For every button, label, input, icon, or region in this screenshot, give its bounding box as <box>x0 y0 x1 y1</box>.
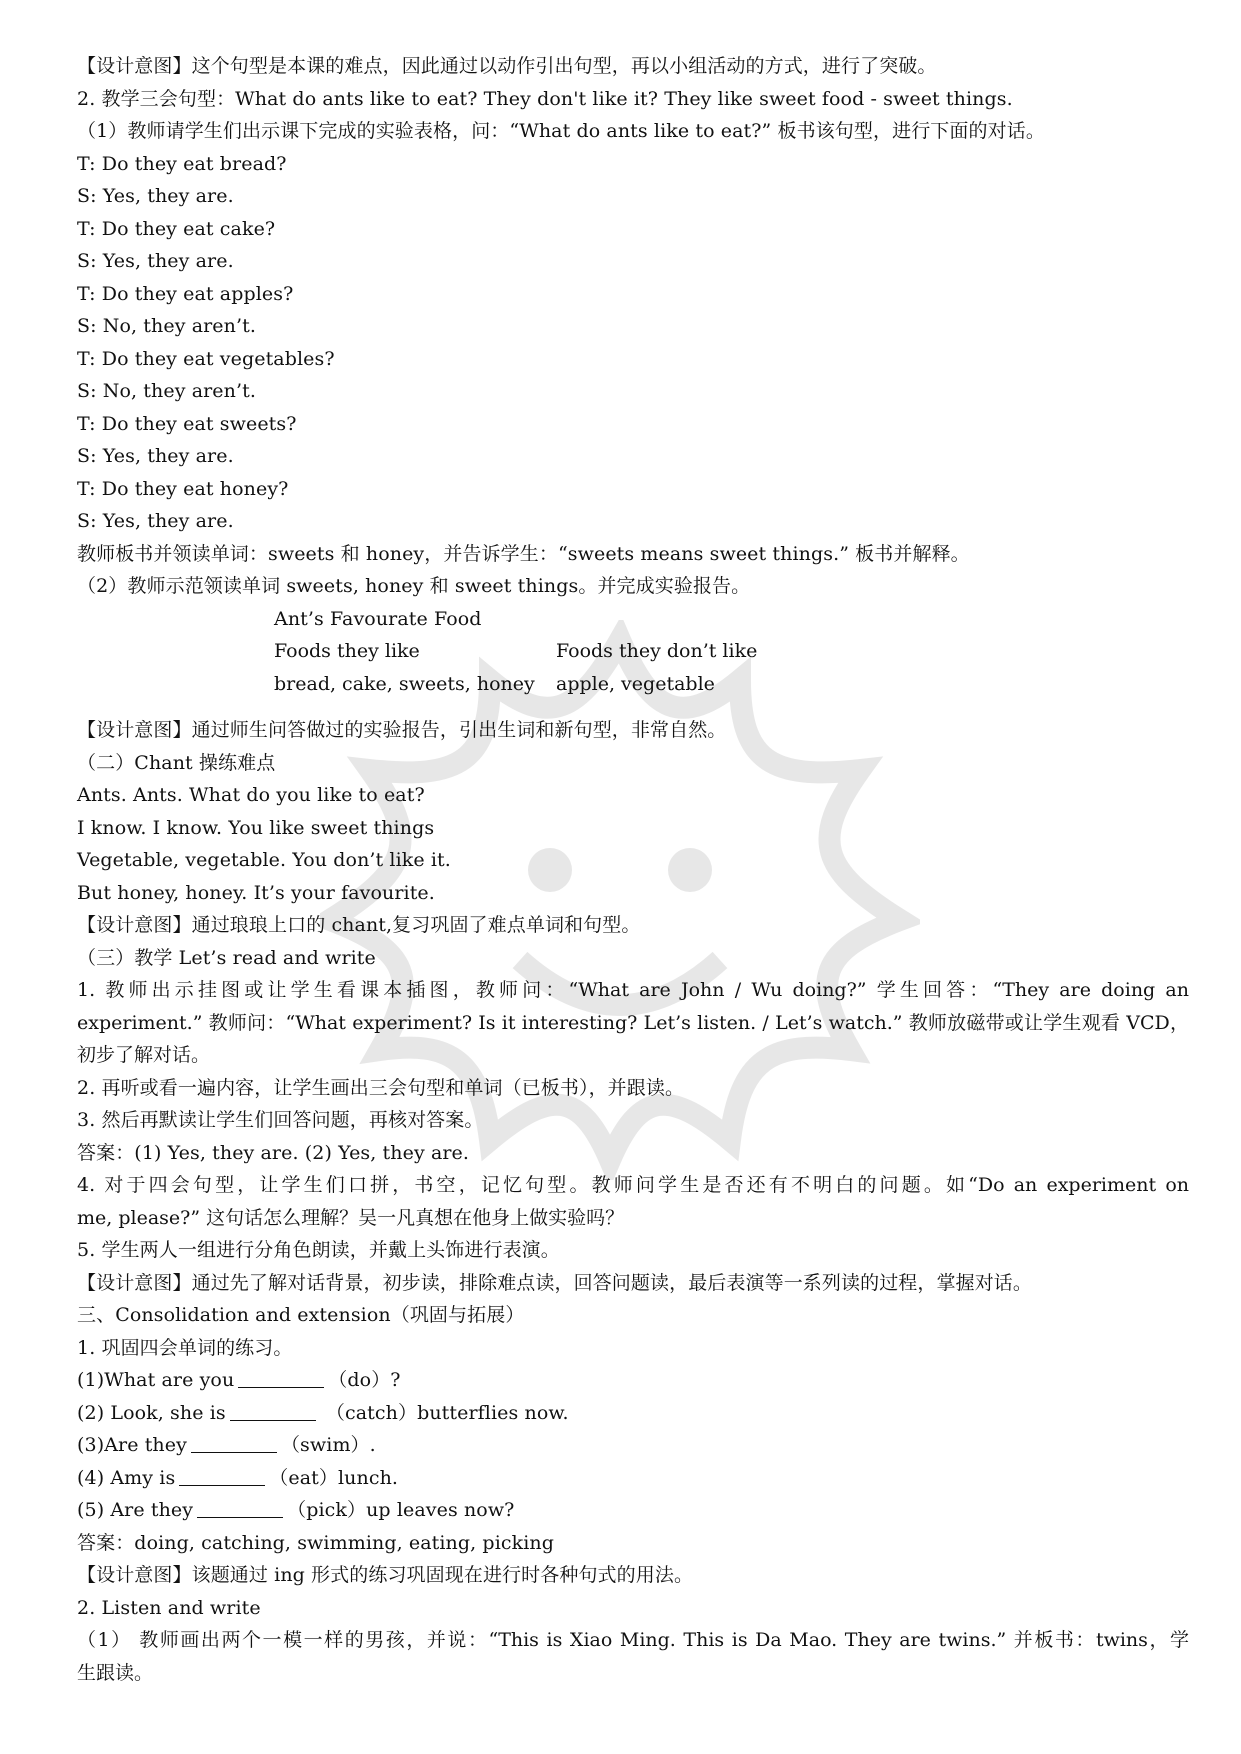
text-line: 答案：doing, catching, swimming, eating, picking <box>77 1531 555 1554</box>
table-header-like: Foods they like <box>274 640 420 662</box>
exercise-item <box>77 1397 1189 1430</box>
text-line: 教师板书并领读单词：sweets 和 honey，并告诉学生：“sweets means sweet things.” 板书并解释。 <box>77 542 970 565</box>
text-line: S: Yes, they are. <box>77 445 234 467</box>
exercise-hint: （catch）butterflies now. <box>319 1401 569 1424</box>
text-line: 2. 再听或看一遍内容，让学生画出三会句型和单词（已板书），并跟读。 <box>77 1076 685 1099</box>
exercise-hint: （pick）up leaves now? <box>287 1499 515 1521</box>
fill-in-blank <box>191 1432 277 1453</box>
text-line: （2）教师示范领读单词 sweets, honey 和 sweet things。并完成实验报告。 <box>77 575 751 597</box>
text-line: 1. 巩固四会单词的练习。 <box>77 1336 293 1359</box>
exercise-prompt: (1)What are you <box>77 1369 235 1391</box>
paragraph-line: 初步了解对话。 <box>77 1044 211 1066</box>
text-line: S: Yes, they are. <box>77 510 234 532</box>
text-line: （二）Chant 操练难点 <box>77 751 276 774</box>
text-line: T: Do they eat vegetables? <box>77 347 335 370</box>
table-data-row <box>77 668 1189 701</box>
text-line: 【设计意图】通过琅琅上口的 chant,复习巩固了难点单词和句型。 <box>77 914 641 936</box>
text-line: 【设计意图】通过师生问答做过的实验报告，引出生词和新句型，非常自然。 <box>77 719 727 741</box>
table-title: Ant’s Favourate Food <box>274 607 482 630</box>
paragraph-line: experiment.” 教师问：“What experiment? Is it interesting? Let’s listen. / Let’s watch.” 教师放磁带或让学生观看 VCD， <box>77 1011 1189 1034</box>
text-line: T: Do they eat bread? <box>77 152 287 175</box>
text-line: 3. 然后再默读让学生们回答问题，再核对答案。 <box>77 1109 484 1131</box>
exercise-prompt: (4) Amy is <box>77 1466 176 1489</box>
paragraph-line: me, please?” 这句话怎么理解？吴一凡真想在他身上做实验吗？ <box>77 1206 625 1229</box>
exercise-item <box>77 1429 1189 1462</box>
text-line: 【设计意图】这个句型是本课的难点，因此通过以动作引出句型，再以小组活动的方式，进行了突破。 <box>77 55 937 77</box>
text-line: 2. Listen and write <box>77 1596 261 1619</box>
exercise-hint: （do）? <box>328 1369 401 1391</box>
text-line: 5. 学生两人一组进行分角色朗读，并戴上头饰进行表演。 <box>77 1239 560 1261</box>
document-page <box>77 50 1189 1689</box>
text-line: 答案：(1) Yes, they are. (2) Yes, they are. <box>77 1141 470 1164</box>
paragraph-line: 4. 对于四会句型，让学生们口拼，书空，记忆句型。教师问学生是否还有不明白的问题。如“Do an experiment on <box>77 1174 1189 1196</box>
text-line: （三）教学 Let’s read and write <box>77 946 376 969</box>
text-line: S: Yes, they are. <box>77 185 234 207</box>
exercise-prompt: (5) Are they <box>77 1499 194 1521</box>
exercise-hint: （swim）. <box>280 1434 376 1456</box>
text-line: S: No, they aren’t. <box>77 380 256 402</box>
text-line: Vegetable, vegetable. You don’t like it. <box>77 849 451 871</box>
text-line: I know. I know. You like sweet things <box>77 816 435 839</box>
text-line: （1）教师请学生们出示课下完成的实验表格，问：“What do ants like to eat?” 板书该句型，进行下面的对话。 <box>77 120 1045 142</box>
table-cell-like: bread, cake, sweets, honey <box>274 672 535 695</box>
exercise-prompt: (2) Look, she is <box>77 1401 226 1424</box>
text-line: T: Do they eat honey? <box>77 477 289 500</box>
text-line: T: Do they eat sweets? <box>77 412 297 435</box>
paragraph-line: （1） 教师画出两个一模一样的男孩，并说：“This is Xiao Ming. This is Da Mao. They are twins.” 并板书：twins，学 <box>77 1629 1189 1651</box>
text-line: 【设计意图】该题通过 ing 形式的练习巩固现在进行时各种句式的用法。 <box>77 1564 694 1586</box>
fill-in-blank <box>238 1367 324 1388</box>
table-header-row <box>77 635 1189 668</box>
table-cell-dislike: apple, vegetable <box>556 672 715 695</box>
text-line: 2. 教学三会句型：What do ants like to eat? They don't like it? They like sweet food - sweet things. <box>77 87 1013 110</box>
text-line: But honey, honey. It’s your favourite. <box>77 881 435 904</box>
fill-in-blank <box>230 1400 316 1421</box>
exercise-prompt: (3)Are they <box>77 1434 187 1456</box>
text-line: S: No, they aren’t. <box>77 315 256 337</box>
text-line: S: Yes, they are. <box>77 250 234 272</box>
exercise-item <box>77 1462 1189 1495</box>
table-header-dislike: Foods they don’t like <box>556 640 758 662</box>
text-line: T: Do they eat apples? <box>77 282 294 305</box>
text-line: Ants. Ants. What do you like to eat? <box>77 784 425 806</box>
exercise-item <box>77 1364 1189 1397</box>
text-line: 【设计意图】通过先了解对话背景，初步读，排除难点读，回答问题读，最后表演等一系列读的过程，掌握对话。 <box>77 1271 1033 1294</box>
fill-in-blank <box>197 1497 283 1518</box>
exercise-item <box>77 1494 1189 1527</box>
paragraph-line: 1. 教师出示挂图或让学生看课本插图，教师问：“What are John / Wu doing?” 学生回答：“They are doing an <box>77 979 1189 1001</box>
paragraph-line: 生跟读。 <box>77 1661 154 1684</box>
fill-in-blank <box>179 1465 265 1486</box>
text-line: T: Do they eat cake? <box>77 217 276 240</box>
exercise-hint: （eat）lunch. <box>269 1466 399 1489</box>
text-line: 三、Consolidation and extension（巩固与拓展） <box>77 1304 525 1326</box>
